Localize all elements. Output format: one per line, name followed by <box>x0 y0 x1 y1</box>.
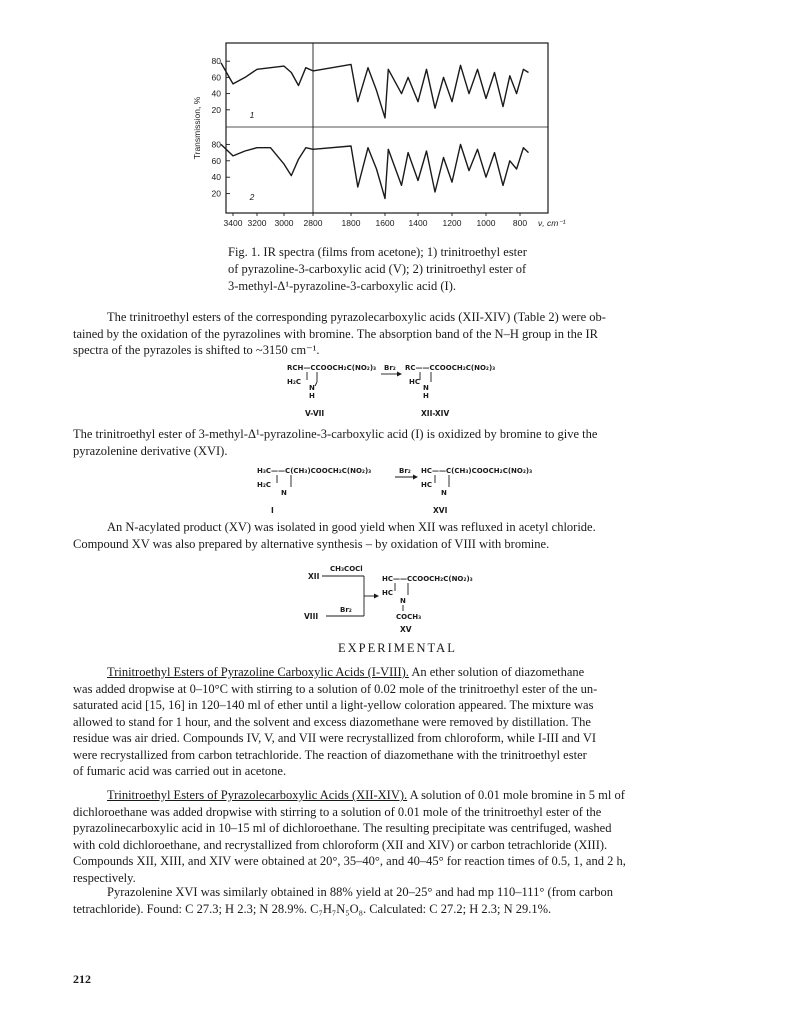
text-line <box>73 787 723 804</box>
caption-line: Fig. 1. IR spectra (films from acetone); 1) trinitroethyl ester <box>228 245 527 259</box>
scheme-formula: H <box>309 392 315 400</box>
scheme-formula: COCH₃ <box>396 613 422 621</box>
x-tick-label: 2800 <box>303 218 323 228</box>
x-tick-label: 1200 <box>442 218 462 228</box>
reaction-scheme-3 <box>300 562 540 638</box>
compound-label: V-VII <box>305 409 325 418</box>
text-line: pyrazolinecarboxylic acid in 10–15 ml of dichloroethane. The resulting precipitate was centrifuged, washed <box>73 821 612 835</box>
paragraph-3 <box>73 519 723 552</box>
paragraph-1 <box>73 309 723 359</box>
x-tick-label: 1600 <box>375 218 395 228</box>
text-line: Compound XV was also prepared by alternative synthesis – by oxidation of VIII with bromine. <box>73 536 550 551</box>
text-line: pyrazolenine derivative (XVI). <box>73 443 228 458</box>
y-tick-label: 20 <box>211 188 221 199</box>
scheme-formula: HC <box>409 378 420 386</box>
reagent-label: Br₂ <box>384 364 396 372</box>
scheme-formula: RC——CCOOCH₂C(NO₂)₃ <box>405 364 496 372</box>
x-tick-label: 800 <box>512 218 528 228</box>
reaction-scheme-1 <box>285 360 545 422</box>
text-line: The trinitroethyl esters of the corresponding pyrazolecarboxylic acids (XII-XIV) (Table 2) were ob- <box>107 310 606 324</box>
scheme-formula: H₂C <box>287 378 302 386</box>
curve-label-2: 2 <box>249 192 255 202</box>
text-fragment: An ether solution of diazomethane <box>408 665 585 679</box>
x-tick-label: 3000 <box>274 218 294 228</box>
reaction-scheme-2 <box>255 461 555 519</box>
x-axis-unit: ν, cm⁻¹ <box>538 218 566 228</box>
x-tick-label: 1400 <box>408 218 428 228</box>
scheme-formula: HC <box>382 589 393 597</box>
reagent-label: Br₂ <box>399 467 411 475</box>
text-line: were recrystallized from carbon tetrachloride. The reaction of diazomethane with the trinitroethyl ester <box>73 747 587 762</box>
compound-label: VIII <box>304 612 319 621</box>
paragraph-4 <box>73 664 723 780</box>
figure-caption <box>228 244 588 295</box>
text-line: was added dropwise at 0–10°C with stirring to a solution of 0.02 mole of the trinitroethyl ester of the un- <box>73 681 598 696</box>
text-line: allowed to stand for 1 hour, and the solvent and excess diazomethane were removed by distillation. The <box>73 714 591 729</box>
text-line: saturated acid [15, 16] in 120–140 ml of ether until a light-yellow coloration appeared. The mixture was <box>73 698 594 712</box>
plot-frame <box>226 43 548 213</box>
paragraph-6 <box>73 884 723 917</box>
scheme-formula: N <box>309 384 315 392</box>
subsection-title: Trinitroethyl Esters of Pyrazolecarboxylic Acids (XII-XIV). <box>107 788 408 802</box>
curve-label-1: 1 <box>249 110 255 120</box>
x-tick-label: 3200 <box>247 218 267 228</box>
scheme-formula: N <box>281 489 287 497</box>
caption-line: 3-methyl-Δ¹-pyrazoline-3-carboxylic acid (I). <box>228 279 457 293</box>
y-tick-label: 60 <box>211 72 221 83</box>
compound-label: I <box>271 506 274 515</box>
spectrum-curve-2 <box>221 144 529 198</box>
text-line <box>73 664 723 681</box>
text-line: tained by the oxidation of the pyrazolines with bromine. The absorption band of the N–H group in the IR <box>73 326 599 341</box>
caption-line: of pyrazoline-3-carboxylic acid (V); 2) trinitroethyl ester of <box>228 262 527 276</box>
text-line: An N-acylated product (XV) was isolated in good yield when XII was refluxed in acetyl chloride. <box>107 520 596 534</box>
scheme-formula: HC——C(CH₃)COOCH₂C(NO₂)₃ <box>421 467 533 475</box>
scheme-formula: N <box>441 489 447 497</box>
paragraph-5 <box>73 787 723 886</box>
subsection-title: Trinitroethyl Esters of Pyrazoline Carboxylic Acids (I-VIII). <box>107 665 409 679</box>
y-tick-label: 60 <box>211 155 221 166</box>
text-line: of fumaric acid was carried out in acetone. <box>73 764 287 778</box>
compound-label: XVI <box>433 506 448 515</box>
text-line: Pyrazolenine XVI was similarly obtained in 88% yield at 20–25° and had mp 110–111° (from carbon <box>107 885 614 899</box>
scheme-formula: HC——CCOOCH₂C(NO₂)₃ <box>382 575 473 583</box>
scheme-formula: RCH—CCOOCH₂C(NO₂)₃ <box>287 364 377 372</box>
y-tick-label: 40 <box>211 172 221 183</box>
x-tick-label: 1800 <box>341 218 361 228</box>
scheme-formula: N <box>423 384 429 392</box>
scheme-formula: N <box>400 597 406 605</box>
spectrum-curve-1 <box>221 63 529 118</box>
text-line: with cold dichloroethane, and recrystallized from chloroform (XII and XIV) or carbon tetrachloride (XIII). <box>73 837 608 852</box>
text-line: Compounds XII, XIII, and XIV were obtained at 20°, 35–40°, and 40–45° for reaction times of 0.5, 1, and 2 h, <box>73 854 626 868</box>
x-tick-label: 3400 <box>223 218 243 228</box>
page-number: 212 <box>73 972 91 986</box>
section-heading: EXPERIMENTAL <box>338 641 457 655</box>
scheme-formula: H <box>423 392 429 400</box>
reagent-label: Br₂ <box>340 606 352 614</box>
scheme-formula: HC <box>421 481 432 489</box>
x-tick-label: 1000 <box>476 218 496 228</box>
y-tick-label: 80 <box>211 56 221 67</box>
text-line: tetrachloride). Found: C 27.3; H 2.3; N 28.9%. C₇H₇N₅O₈. Calculated: C 27.2; H 2.3; N 29.1%. <box>73 901 552 916</box>
ir-spectrum-figure <box>186 40 596 240</box>
text-fragment: A solution of 0.01 mole bromine in 5 ml of <box>407 788 625 802</box>
scheme-formula: H₃C——C(CH₃)COOCH₂C(NO₂)₃ <box>257 467 372 475</box>
paragraph-2 <box>73 426 723 459</box>
text-line: respectively. <box>73 870 136 885</box>
text-line: The trinitroethyl ester of 3-methyl-Δ¹-pyrazoline-3-carboxylic acid (I) is oxidized by bromine to give the <box>73 427 598 441</box>
compound-label: XII <box>308 572 320 581</box>
y-tick-label: 20 <box>211 104 221 115</box>
y-tick-label: 40 <box>211 88 221 99</box>
text-line: residue was air dried. Compounds IV, V, and VII were recrystallized from chloroform, while I-III and VI <box>73 731 597 745</box>
text-line: dichloroethane was added dropwise with stirring to a solution of 0.01 mole of the trinitroethyl ester of the <box>73 804 602 819</box>
compound-label: XII-XIV <box>421 409 450 418</box>
reagent-label: CH₃COCl <box>330 565 363 573</box>
scheme-formula: H₂C <box>257 481 272 489</box>
compound-label: XV <box>400 625 412 634</box>
text-line: spectra of the pyrazoles is shifted to ~3150 cm⁻¹. <box>73 343 320 357</box>
y-tick-label: 80 <box>211 139 221 150</box>
y-axis-label: Transmission, % <box>192 96 202 160</box>
